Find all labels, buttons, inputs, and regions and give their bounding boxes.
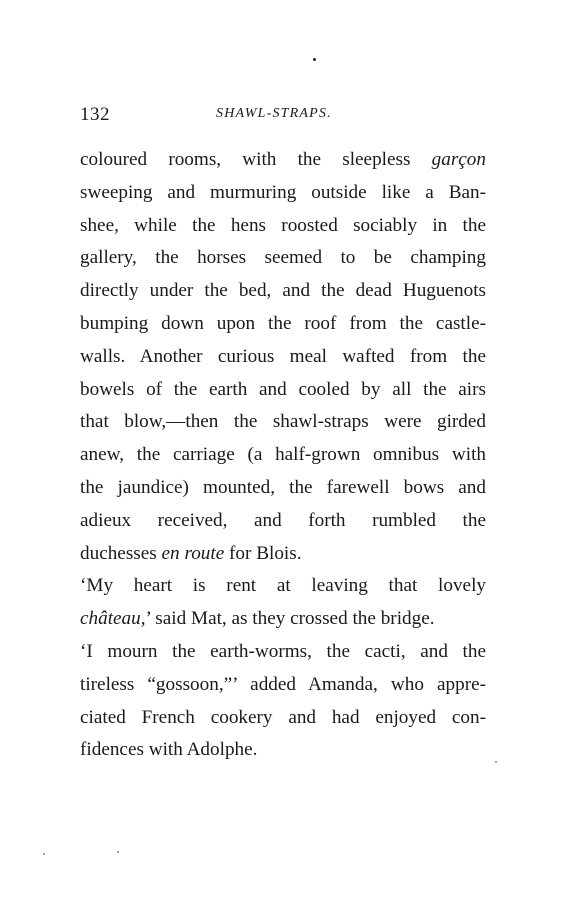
page-number: 132 xyxy=(80,104,110,125)
body-text xyxy=(80,144,486,767)
text-line: bowels of the earth and cooled by all the airs xyxy=(80,378,486,400)
text-line: bumping down upon the roof from the castle- xyxy=(80,312,486,334)
italic-word: garçon xyxy=(431,149,486,170)
text-line: adieux received, and forth rumbled the xyxy=(80,509,486,531)
page-header xyxy=(80,104,486,128)
text-line: ciated French cookery and had enjoyed con- xyxy=(80,706,486,728)
text-line: ‘My heart is rent at leaving that lovely xyxy=(80,575,486,597)
text-line: duchesses en route for Blois. xyxy=(80,542,302,564)
text-line: anew, the carriage (a half-grown omnibus with xyxy=(80,444,486,466)
text-line: shee, while the hens roosted sociably in the xyxy=(80,214,486,236)
italic-word: château, xyxy=(80,608,146,630)
paragraph-3 xyxy=(80,636,486,767)
text-line: ‘I mourn the earth-worms, the cacti, and the xyxy=(80,640,486,662)
text-line: coloured rooms, with the sleepless garçon xyxy=(80,149,486,170)
text-line: that blow,—then the shawl-straps were girded xyxy=(80,411,486,433)
ink-speck xyxy=(313,58,316,61)
ink-speck xyxy=(495,761,497,763)
text-line: the jaundice) mounted, the farewell bows and xyxy=(80,476,486,498)
paragraph-1 xyxy=(80,144,486,570)
ink-speck xyxy=(43,853,45,855)
text-line: château,’ said Mat, as they crossed the bridge. xyxy=(80,608,435,630)
text-line: fidences with Adolphe. xyxy=(80,739,258,761)
text-line: walls. Another curious meal wafted from the xyxy=(80,345,486,367)
text-line: gallery, the horses seemed to be champing xyxy=(80,247,486,269)
text-line: directly under the bed, and the dead Huguenots xyxy=(80,280,486,302)
ink-speck xyxy=(117,851,119,853)
running-head: SHAWL-STRAPS. xyxy=(216,106,332,121)
text-line: sweeping and murmuring outside like a Ban- xyxy=(80,181,486,203)
paragraph-2 xyxy=(80,570,486,636)
italic-phrase: en route xyxy=(161,542,225,564)
text-line: tireless “gossoon,”’ added Amanda, who appre- xyxy=(80,673,486,695)
